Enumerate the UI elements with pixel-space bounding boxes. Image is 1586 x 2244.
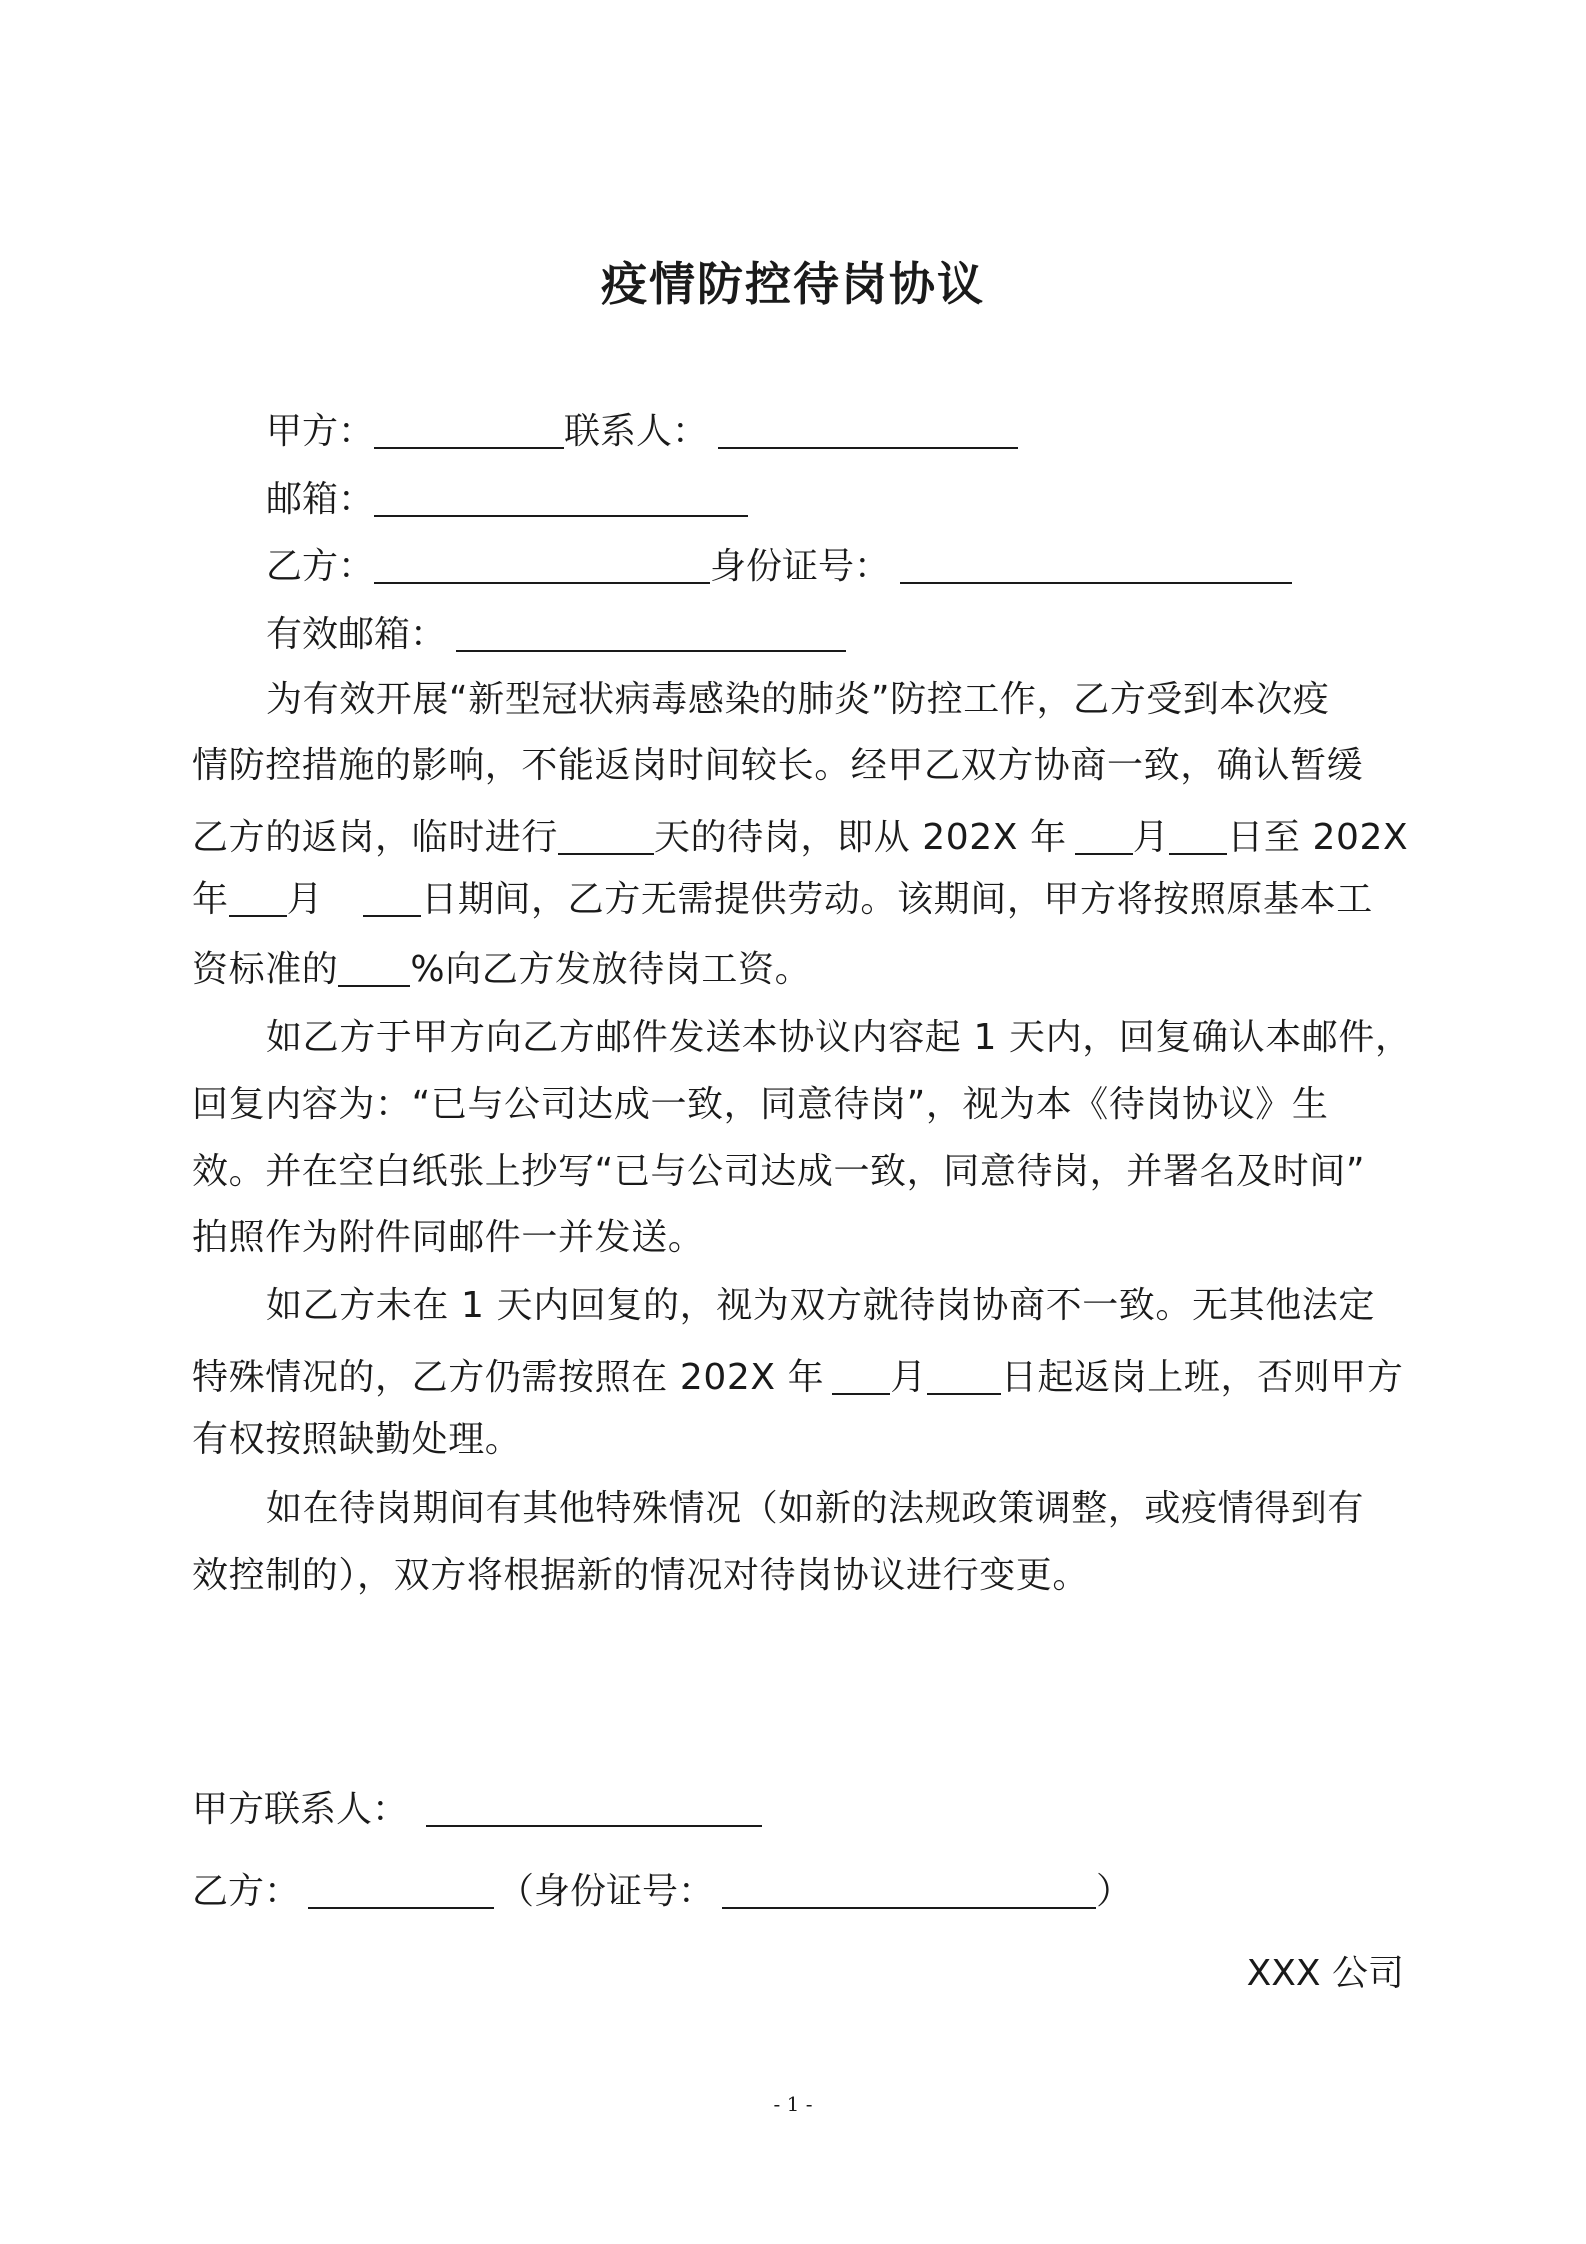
company-name: XXX 公司 xyxy=(1246,1953,1404,1994)
id-blank[interactable] xyxy=(900,542,1292,584)
valid-email-blank[interactable] xyxy=(456,610,846,652)
text-segment: 月 xyxy=(890,1357,927,1398)
email-blank[interactable] xyxy=(374,475,748,517)
paragraph-3-line-2 xyxy=(192,1352,1404,1404)
email-row xyxy=(266,474,1478,526)
contact-label: 联系人： xyxy=(564,411,709,452)
page-number: - 1 - xyxy=(773,2092,813,2116)
id-signature-blank[interactable] xyxy=(722,1867,1096,1909)
id-signature-close: ） xyxy=(1096,1871,1133,1912)
text-segment: 年 xyxy=(192,879,229,920)
paragraph-1-line-2: 情防控措施的影响，不能返岗时间较长。经甲乙双方协商一致，确认暂缓 xyxy=(192,745,1364,786)
paragraph-1-line-4 xyxy=(192,874,1404,926)
paragraph-2-line-1: 如乙方于甲方向乙方邮件发送本协议内容起 1 天内，回复确认本邮件， xyxy=(266,1017,1412,1058)
percent-blank[interactable] xyxy=(338,945,410,987)
paragraph-2-line-2: 回复内容为：“已与公司达成一致，同意待岗”，视为本《待岗协议》生 xyxy=(192,1084,1329,1125)
contact-signature-blank[interactable] xyxy=(426,1785,762,1827)
id-signature-label: （身份证号： xyxy=(498,1871,715,1912)
party-b-blank[interactable] xyxy=(374,542,710,584)
text-segment: 日至 202X xyxy=(1227,817,1409,858)
text-segment: 特殊情况的，乙方仍需按照在 202X 年 xyxy=(192,1357,825,1398)
party-a-blank[interactable] xyxy=(374,407,564,449)
start-month-blank[interactable] xyxy=(1075,813,1133,855)
party-a-label: 甲方： xyxy=(266,411,375,452)
paragraph-1-line-1: 为有效开展“新型冠状病毒感染的肺炎”防控工作，乙方受到本次疫 xyxy=(266,679,1330,720)
contact-signature-row xyxy=(192,1784,1404,1836)
text-segment: %向乙方发放待岗工资。 xyxy=(410,949,812,990)
paragraph-2-line-4: 拍照作为附件同邮件一并发送。 xyxy=(192,1217,705,1258)
text-segment: 资标准的 xyxy=(192,949,339,990)
paragraph-2-line-3: 效。并在空白纸张上抄写“已与公司达成一致，同意待岗，并署名及时间” xyxy=(192,1151,1366,1192)
paragraph-4-line-1: 如在待岗期间有其他特殊情况（如新的法规政策调整，或疫情得到有 xyxy=(266,1488,1365,1529)
valid-email-row xyxy=(266,609,1478,661)
text-segment: 月 xyxy=(286,879,324,920)
return-month-blank[interactable] xyxy=(832,1353,890,1395)
text-segment: 乙方的返岗，临时进行 xyxy=(192,817,559,858)
paragraph-1-line-5 xyxy=(192,944,1404,996)
party-b-signature-row xyxy=(192,1866,1404,1918)
paragraph-3-line-1: 如乙方未在 1 天内回复的，视为双方就待岗协商不一致。无其他法定 xyxy=(266,1285,1375,1326)
start-day-blank[interactable] xyxy=(1169,813,1227,855)
days-blank[interactable] xyxy=(558,813,654,855)
text-segment: 月 xyxy=(1132,817,1170,858)
end-month-blank[interactable] xyxy=(229,875,287,917)
party-b-signature-label: 乙方： xyxy=(192,1871,301,1912)
end-day-blank[interactable] xyxy=(363,875,421,917)
party-a-row xyxy=(266,406,1478,458)
return-day-blank[interactable] xyxy=(927,1353,1001,1395)
text-segment: 日期间，乙方无需提供劳动。该期间，甲方将按照原基本工 xyxy=(421,879,1373,920)
paragraph-4-line-2: 效控制的），双方将根据新的情况对待岗协议进行变更。 xyxy=(192,1555,1090,1596)
contact-blank[interactable] xyxy=(718,407,1018,449)
valid-email-label: 有效邮箱： xyxy=(266,614,447,655)
party-b-row xyxy=(266,541,1478,593)
text-segment: 日起返岗上班，否则甲方 xyxy=(1000,1357,1404,1398)
paragraph-3-line-3: 有权按照缺勤处理。 xyxy=(192,1419,522,1460)
document-title: 疫情防控待岗协议 xyxy=(601,257,985,311)
paragraph-1-line-3 xyxy=(192,812,1409,864)
email-label: 邮箱： xyxy=(266,479,375,520)
text-segment: 天的待岗，即从 202X 年 xyxy=(654,817,1067,858)
party-b-label: 乙方： xyxy=(266,546,375,587)
contact-signature-label: 甲方联系人： xyxy=(192,1789,409,1830)
party-b-signature-blank[interactable] xyxy=(308,1867,494,1909)
id-label: 身份证号： xyxy=(710,546,891,587)
